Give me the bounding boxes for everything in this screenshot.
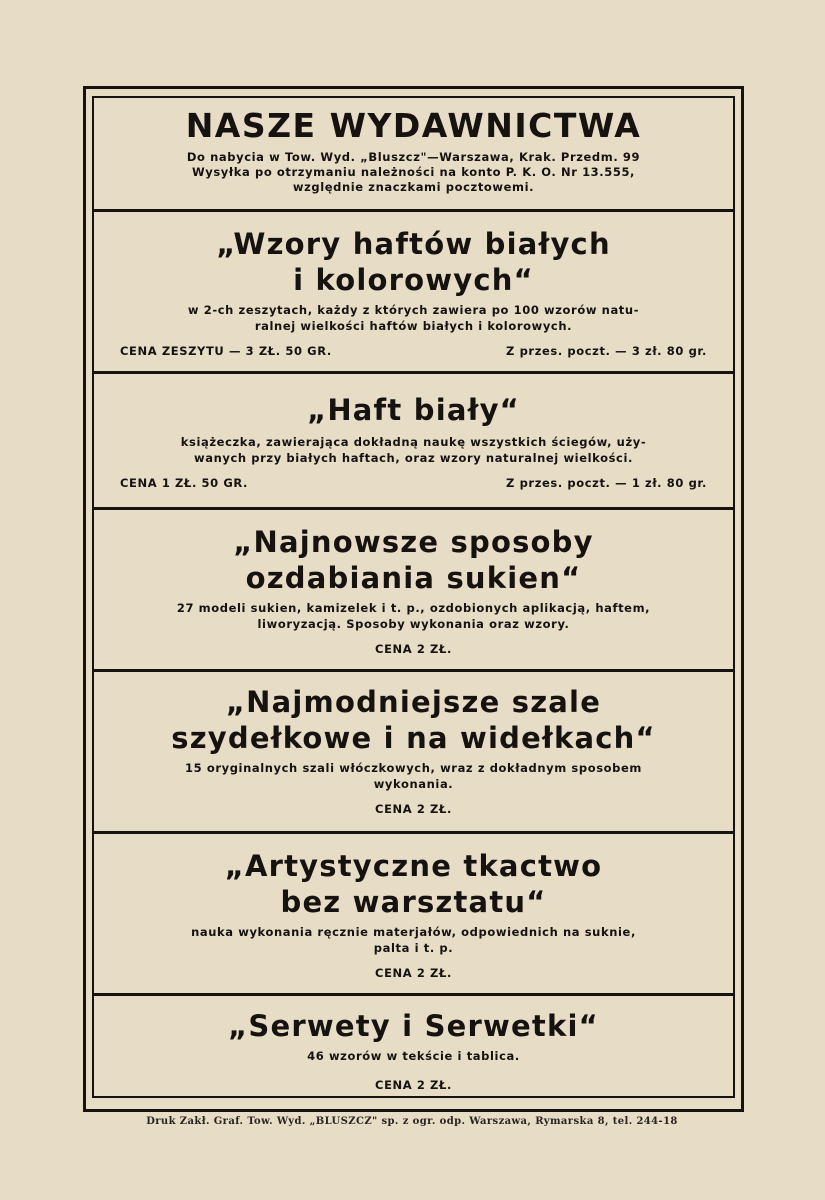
publication-wzory-haftow xyxy=(94,212,733,374)
price-with-postage: Z przes. poczt. — 3 zł. 80 gr. xyxy=(506,344,707,358)
price: CENA ZESZYTU — 3 ZŁ. 50 GR. xyxy=(120,344,332,358)
publication-description-cont: ralnej wielkości haftów białych i kolorowych. xyxy=(254,319,573,333)
price: CENA 2 ZŁ. xyxy=(375,642,452,656)
publication-title: „Serwety i Serwetki“ xyxy=(228,1009,599,1043)
publication-description: 46 wzorów w tekście i tablica. xyxy=(307,1049,520,1063)
publication-description: nauka wykonania ręcznie materjałów, odpowiednich na suknie, xyxy=(191,925,636,939)
publications-list xyxy=(92,96,735,1098)
publication-description-cont: wanych przy białych haftach, oraz wzory naturalnej wielkości. xyxy=(194,451,633,465)
publication-title-cont: i kolorowych“ xyxy=(293,263,534,297)
price: CENA 2 ZŁ. xyxy=(375,966,452,980)
page-title: NASZE WYDAWNICTWA xyxy=(185,106,642,145)
publication-najmodniejsze-szale xyxy=(94,672,733,834)
header-address-line: Do nabycia w Tow. Wyd. „Bluszcz"—Warszawa, Krak. Przedm. 99 xyxy=(186,150,641,164)
publication-najnowsze-sposoby xyxy=(94,510,733,672)
publication-description-cont: wykonania. xyxy=(373,777,454,791)
publication-description: 27 modeli sukien, kamizelek i t. p., ozdobionych aplikacją, haftem, xyxy=(176,601,651,615)
publication-title-cont: szydełkowe i na widełkach“ xyxy=(171,721,656,755)
publication-title-cont: ozdabiania sukien“ xyxy=(245,561,582,595)
publication-title-cont: bez warsztatu“ xyxy=(280,885,547,919)
price: CENA 2 ZŁ. xyxy=(375,1078,452,1092)
publication-title: „Wzory haftów białych xyxy=(216,227,611,261)
price-row xyxy=(120,476,707,490)
header-stamps-line: względnie znaczkami pocztowemi. xyxy=(292,180,535,194)
publication-description-cont: palta i t. p. xyxy=(373,941,454,955)
price-row xyxy=(120,344,707,358)
price: CENA 1 ZŁ. 50 GR. xyxy=(120,476,249,490)
publication-title: „Najnowsze sposoby xyxy=(233,525,594,559)
header-section xyxy=(94,98,733,212)
publication-title: „Najmodniejsze szale xyxy=(225,685,602,719)
price: CENA 2 ZŁ. xyxy=(375,802,452,816)
publication-description: książeczka, zawierająca dokładną naukę wszystkich ściegów, uży- xyxy=(180,435,647,449)
publication-title: „Haft biały“ xyxy=(307,393,520,427)
publication-description: w 2-ch zeszytach, każdy z których zawiera po 100 wzorów natu- xyxy=(187,303,640,317)
publication-haft-bialy xyxy=(94,374,733,510)
printer-imprint: Druk Zakł. Graf. Tow. Wyd. „BLUSZCZ" sp. z ogr. odp. Warszawa, Rymarska 8, tel. 244-18 xyxy=(146,1116,678,1127)
publication-description-cont: liworyzacją. Sposoby wykonania oraz wzory. xyxy=(257,617,570,631)
header-payment-line: Wysyłka po otrzymaniu należności na konto P. K. O. Nr 13.555, xyxy=(191,165,636,179)
publication-description: 15 oryginalnych szali włóczkowych, wraz z dokładnym sposobem xyxy=(185,761,642,775)
price-with-postage: Z przes. poczt. — 1 zł. 80 gr. xyxy=(506,476,707,490)
publication-artystyczne-tkactwo xyxy=(94,834,733,996)
publication-serwety xyxy=(94,996,733,1096)
publication-title: „Artystyczne tkactwo xyxy=(224,849,603,883)
